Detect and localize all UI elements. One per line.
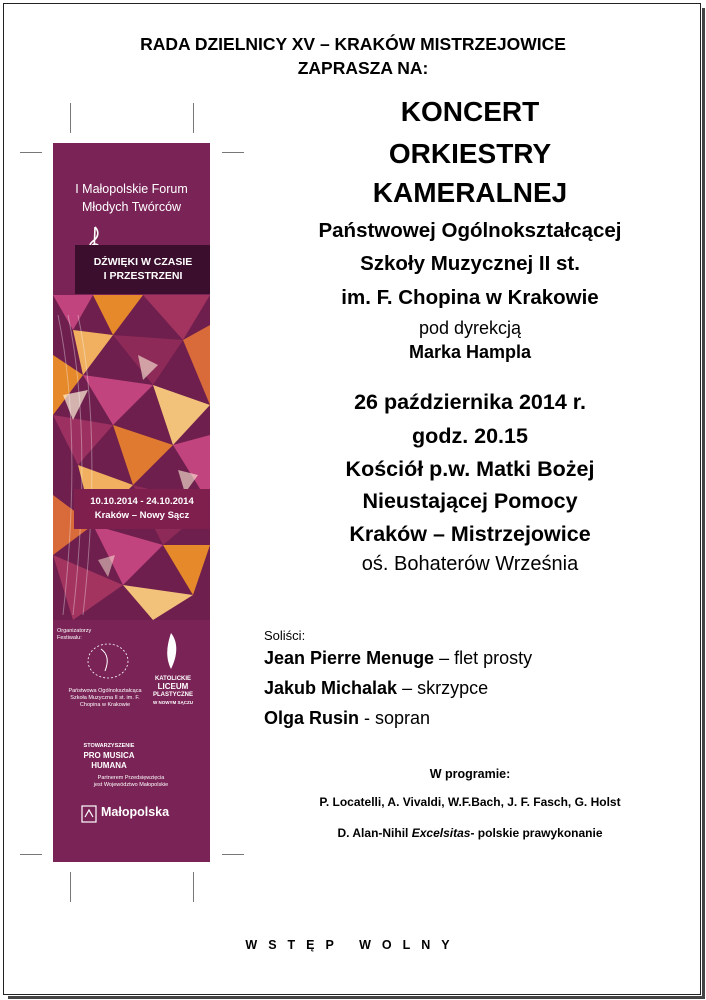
partner-line2: jest Województwo Małopolskie bbox=[93, 782, 169, 788]
concert-date: 26 października 2014 r. bbox=[354, 390, 586, 414]
liceum-line2: LICEUM bbox=[157, 682, 189, 691]
banner-tagline bbox=[75, 245, 210, 294]
school-line2: Szkoły Muzycznej II st. bbox=[360, 252, 580, 275]
soloist-role: – skrzypce bbox=[397, 678, 489, 698]
region-emblem-icon bbox=[81, 805, 97, 823]
title-orkiestry: ORKIESTRY bbox=[388, 138, 552, 169]
invite-line: ZAPRASZA NA: bbox=[297, 58, 429, 78]
crop-mark bbox=[20, 152, 42, 153]
crop-mark bbox=[70, 872, 71, 902]
liceum-line4: W NOWYM SĄCZU bbox=[153, 700, 193, 705]
crop-mark bbox=[193, 103, 194, 133]
venue-address: oś. Bohaterów Września bbox=[361, 553, 579, 575]
soloist-item bbox=[264, 678, 488, 699]
direction-label: pod dyrekcją bbox=[418, 318, 522, 338]
school-logo-text: Państwowa Ogólnokształcąca Szkoła Muzyczna II st. im. F. Chopina w Krakowie bbox=[68, 688, 142, 708]
crop-mark bbox=[222, 152, 244, 153]
organizers-label: Organizatorzy Festiwalu: bbox=[57, 628, 92, 641]
program-label: W programie: bbox=[429, 767, 511, 781]
venue-line2: Nieustającej Pomocy bbox=[362, 489, 578, 513]
soloist-name: Jean Pierre Menuge bbox=[264, 648, 435, 668]
partner-line1: Partnerem Przedsięwzięcia bbox=[97, 775, 165, 781]
school-line1: Państwowej Ogólnokształcącej bbox=[318, 219, 622, 242]
crop-mark bbox=[193, 872, 194, 902]
assoc-line2: PRO MUSICA bbox=[83, 751, 135, 760]
crop-mark bbox=[70, 103, 71, 133]
banner-dates: 10.10.2014 - 24.10.2014 bbox=[90, 496, 194, 507]
banner-tag-line2: I PRZESTRZENI bbox=[103, 270, 183, 282]
soloist-name: Olga Rusin bbox=[264, 708, 360, 728]
soloist-role: – flet prosty bbox=[434, 648, 533, 668]
crop-mark bbox=[20, 854, 42, 855]
banner-place: Kraków – Nowy Sącz bbox=[94, 510, 190, 521]
festival-banner bbox=[53, 143, 210, 862]
organizer-line: RADA DZIELNICY XV – KRAKÓW MISTRZEJOWICE bbox=[140, 34, 566, 54]
venue-line1: Kościół p.w. Matki Bożej bbox=[345, 457, 595, 481]
venue-line3: Kraków – Mistrzejowice bbox=[349, 522, 591, 546]
liceum-logo-text bbox=[147, 675, 199, 707]
title-kameralnej: KAMERALNEJ bbox=[372, 177, 568, 208]
program-premiere bbox=[255, 826, 685, 840]
program-composers: P. Locatelli, A. Vivaldi, W.F.Bach, J. F. Fasch, G. Holst bbox=[319, 795, 621, 809]
conductor-name: Marka Hampla bbox=[408, 342, 532, 362]
flame-logo-icon bbox=[161, 631, 181, 671]
school-logo bbox=[83, 641, 133, 681]
liceum-line3: PLASTYCZNE bbox=[152, 692, 193, 698]
region-name: Małopolska bbox=[101, 805, 170, 819]
school-line3: im. F. Chopina w Krakowie bbox=[341, 286, 599, 309]
title-koncert: KONCERT bbox=[400, 96, 540, 127]
liceum-line1: KATOLICKIE bbox=[154, 676, 192, 682]
banner-dates-box bbox=[74, 489, 210, 529]
free-entry: WSTĘP WOLNY bbox=[245, 938, 461, 952]
premiere-note: - polskie prawykonanie bbox=[470, 826, 603, 840]
page-shadow-bottom bbox=[8, 996, 705, 999]
assoc-line3: HUMANA bbox=[91, 761, 127, 770]
banner-tag-line1: DŹWIĘKI W CZASIE bbox=[93, 256, 193, 268]
premiere-author: D. Alan-Nihil bbox=[337, 826, 412, 840]
premiere-title: Excelsitas bbox=[411, 826, 471, 840]
assoc-line1: STOWARZYSZENIE bbox=[83, 743, 135, 749]
soloist-item bbox=[264, 708, 430, 729]
banner-title-line2: Młodych Twórców bbox=[81, 200, 182, 214]
soloist-name: Jakub Michalak bbox=[264, 678, 398, 698]
crop-mark bbox=[222, 854, 244, 855]
partner-text bbox=[81, 775, 181, 789]
mosaic-artwork bbox=[53, 295, 210, 620]
soloist-role: - sopran bbox=[359, 708, 431, 728]
soloists-label: Soliści: bbox=[264, 628, 306, 643]
banner-title-line1: I Małopolskie Forum bbox=[75, 182, 188, 196]
association-logo bbox=[79, 741, 139, 771]
page-shadow-right bbox=[702, 8, 705, 998]
soloist-item bbox=[264, 648, 532, 669]
concert-time: godz. 20.15 bbox=[412, 424, 528, 448]
